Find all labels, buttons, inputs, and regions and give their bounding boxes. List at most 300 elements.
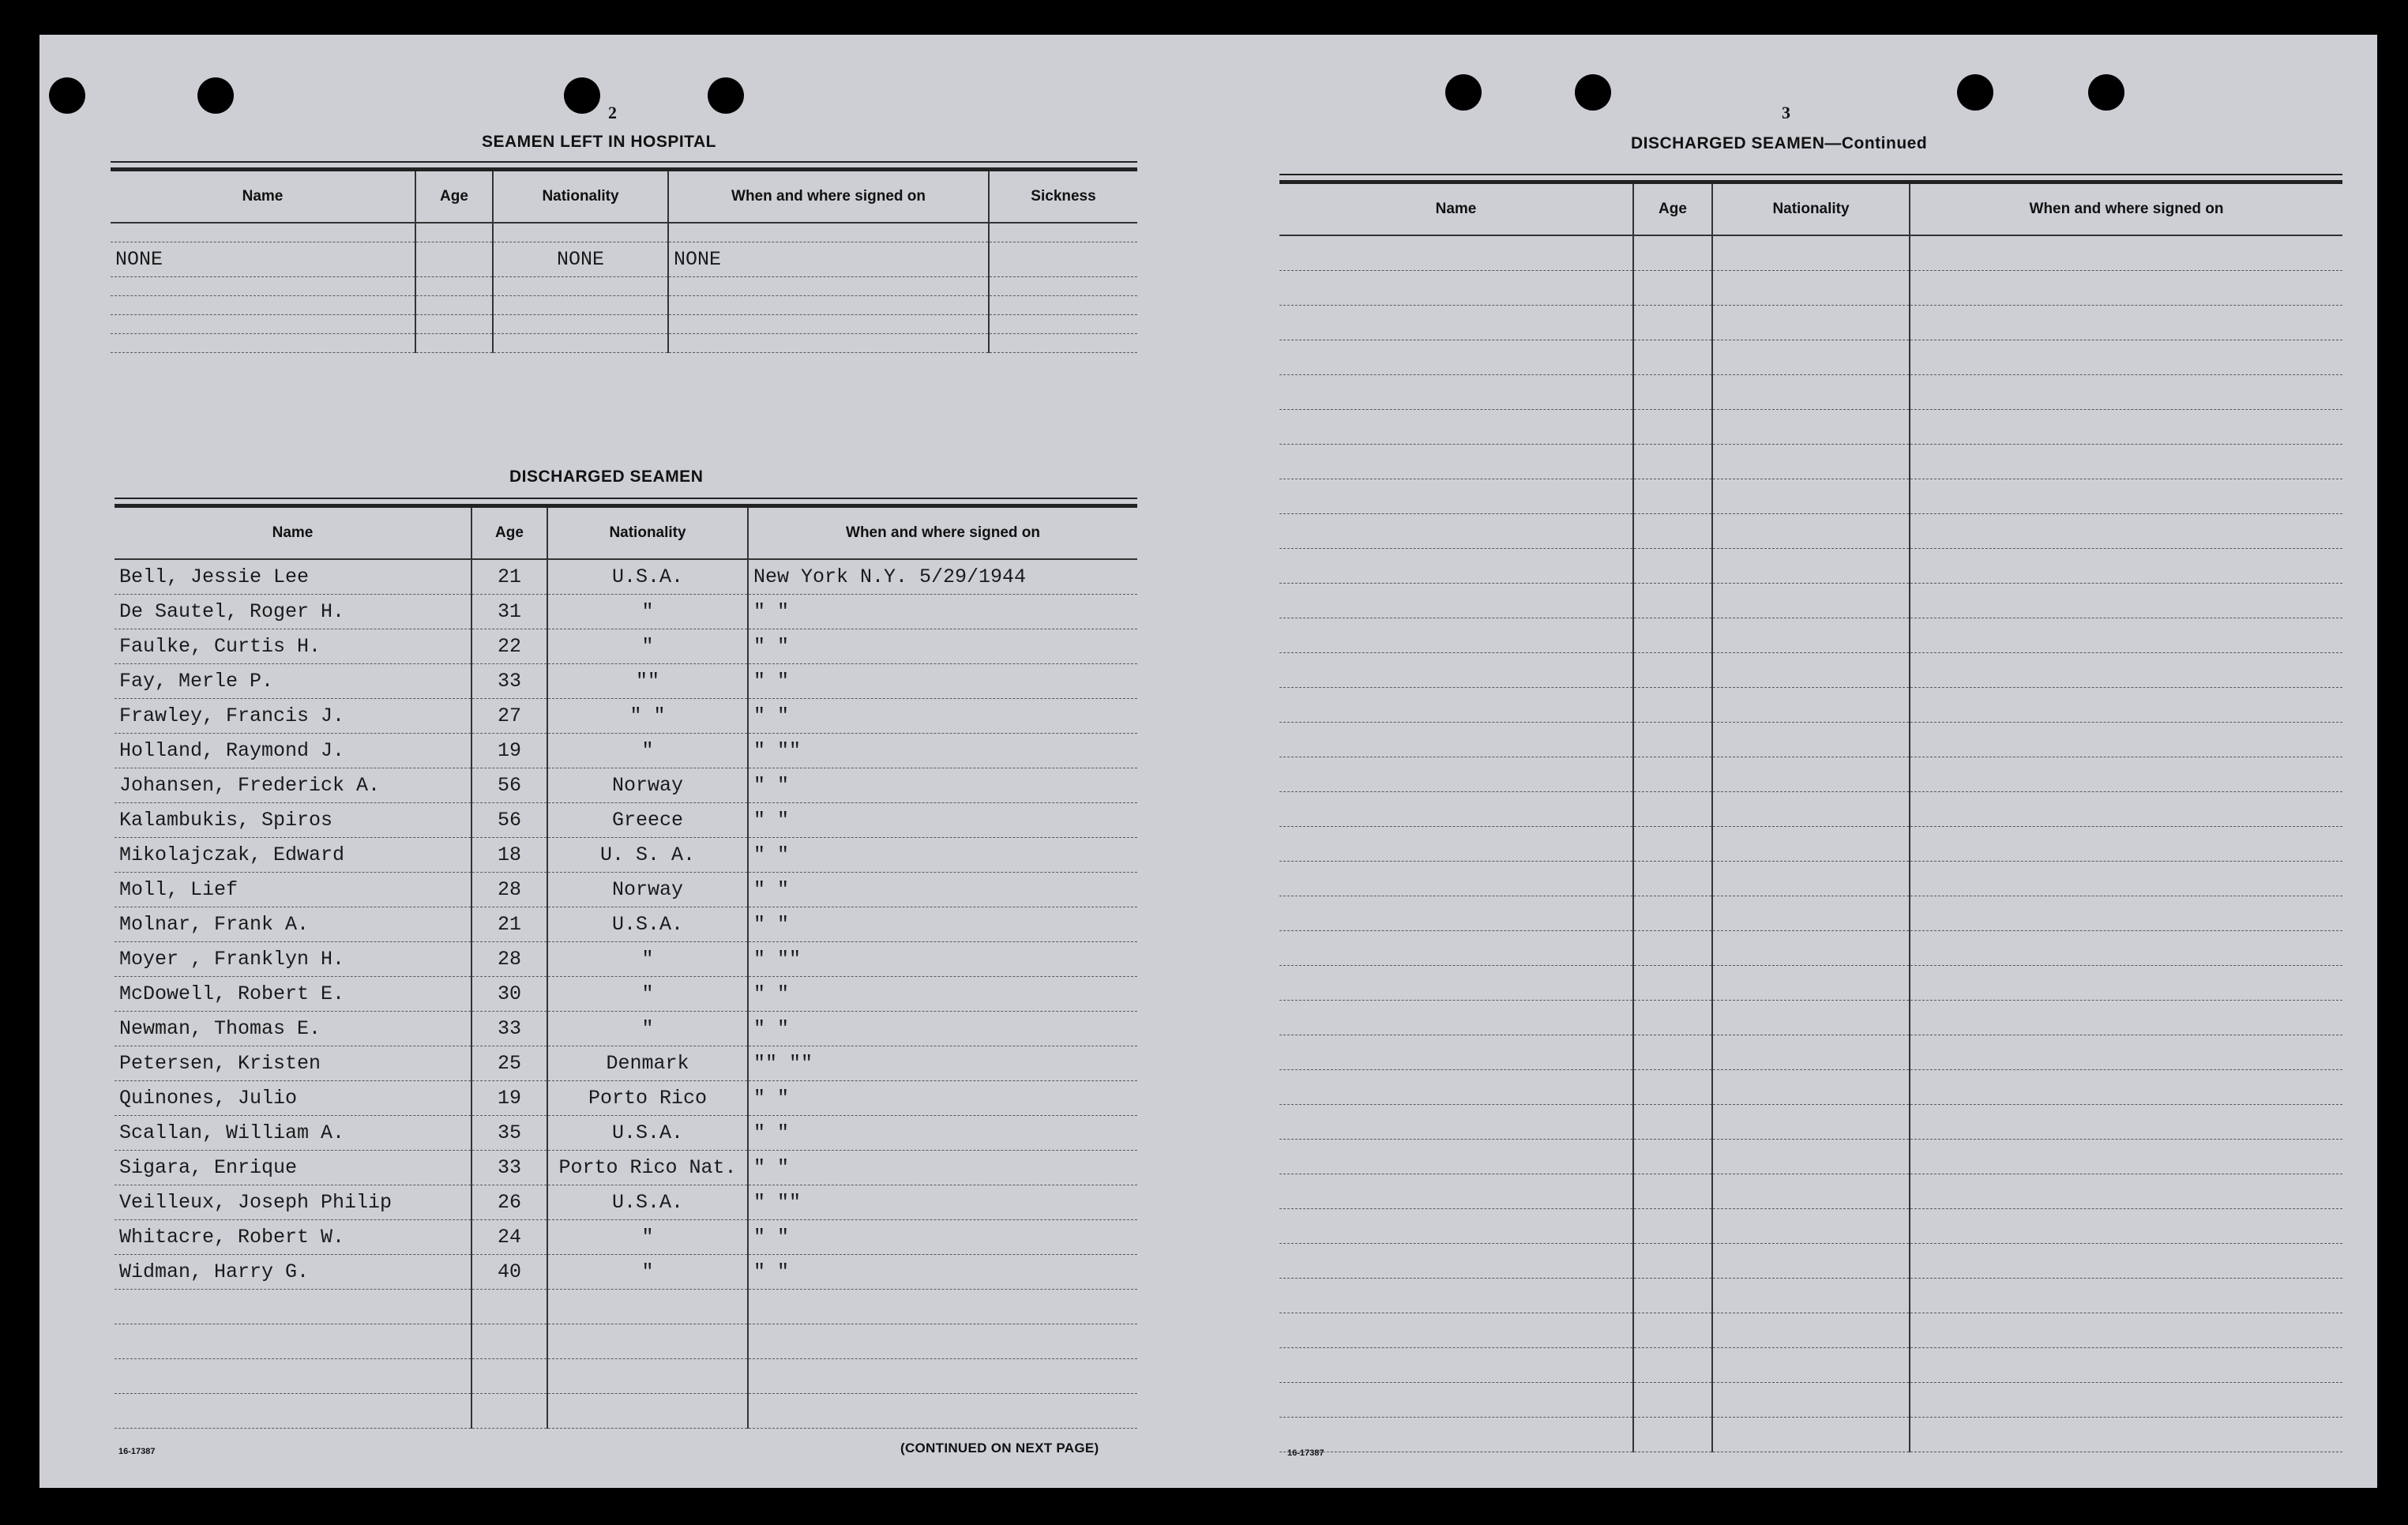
table-cell: NONE: [493, 242, 668, 276]
table-cell: [415, 295, 493, 314]
punch-hole: [1575, 74, 1611, 111]
table-cell: [111, 333, 415, 352]
table-cell: [415, 333, 493, 352]
punch-hole: [2088, 74, 2124, 111]
table-cell: [1712, 1139, 1910, 1174]
table-row: [115, 629, 1137, 663]
table-row: [115, 698, 1137, 733]
table-cell: " "": [748, 941, 1137, 976]
table-cell: " ": [748, 1254, 1137, 1289]
table-cell: [1910, 826, 2342, 861]
table-cell: [1910, 479, 2342, 513]
table-row: [1279, 965, 2342, 1000]
table-cell: [1910, 1243, 2342, 1278]
column-header: Nationality: [1712, 183, 1910, 236]
table-row: [1279, 305, 2342, 340]
table-row: [1279, 687, 2342, 722]
discharged-table: [115, 505, 1137, 1429]
table-cell: [1910, 1000, 2342, 1035]
table-cell: Norway: [547, 872, 748, 907]
table-cell: [989, 295, 1137, 314]
table-cell: [1279, 1278, 1633, 1313]
table-cell: [1712, 652, 1910, 687]
table-cell: [1712, 826, 1910, 861]
table-cell: [1279, 235, 1633, 270]
table-cell: [1712, 1208, 1910, 1243]
table-cell: 28: [471, 872, 547, 907]
table-cell: [1279, 1382, 1633, 1417]
column-header: Age: [415, 171, 493, 223]
table-cell: " ": [748, 872, 1137, 907]
table-cell: " ": [748, 1011, 1137, 1046]
table-cell: [1633, 722, 1712, 757]
table-cell: 56: [471, 802, 547, 837]
table-cell: [1633, 1313, 1712, 1347]
table-cell: [1633, 1208, 1712, 1243]
table-cell: ": [547, 733, 748, 768]
table-cell: U.S.A.: [547, 1115, 748, 1150]
table-cell: " ": [748, 698, 1137, 733]
punch-hole: [1445, 74, 1482, 111]
table-cell: McDowell, Robert E.: [115, 976, 471, 1011]
title-rule: [111, 161, 1137, 169]
table-cell: U.S.A.: [547, 1185, 748, 1219]
table-row: [115, 1324, 1137, 1358]
table-cell: [1633, 1139, 1712, 1174]
table-cell: [1910, 1139, 2342, 1174]
table-cell: Veilleux, Joseph Philip: [115, 1185, 471, 1219]
table-row: [1279, 1417, 2342, 1452]
table-cell: [1279, 374, 1633, 409]
table-cell: [1279, 652, 1633, 687]
table-cell: [1279, 444, 1633, 479]
table-row: [1279, 1104, 2342, 1139]
table-cell: [668, 223, 989, 242]
table-cell: 21: [471, 907, 547, 941]
table-cell: [1633, 305, 1712, 340]
table-cell: Norway: [547, 768, 748, 802]
table-cell: [1633, 861, 1712, 896]
table-cell: [1633, 618, 1712, 652]
table-cell: [1633, 1174, 1712, 1208]
table-cell: [1279, 1139, 1633, 1174]
table-cell: [1910, 1382, 2342, 1417]
table-cell: [1712, 1278, 1910, 1313]
table-cell: [1279, 1104, 1633, 1139]
hospital-title: SEAMEN LEFT IN HOSPITAL: [482, 133, 716, 151]
table-cell: 25: [471, 1046, 547, 1080]
table-cell: [1633, 444, 1712, 479]
discharged-title: DISCHARGED SEAMEN: [509, 468, 704, 486]
table-cell: [1712, 444, 1910, 479]
hospital-table: [111, 169, 1137, 353]
table-row: [115, 976, 1137, 1011]
table-row: [1279, 652, 2342, 687]
table-cell: Kalambukis, Spiros: [115, 802, 471, 837]
table-row: [1279, 583, 2342, 618]
column-header: Age: [1633, 183, 1712, 236]
table-cell: [1712, 1347, 1910, 1382]
table-cell: [493, 333, 668, 352]
table-cell: [1712, 1000, 1910, 1035]
table-cell: [1910, 1208, 2342, 1243]
table-cell: " ": [748, 1219, 1137, 1254]
table-cell: [1279, 1347, 1633, 1382]
table-cell: " ": [748, 629, 1137, 663]
table-cell: [1712, 930, 1910, 965]
column-header: When and where signed on: [748, 507, 1137, 560]
table-row: [1279, 270, 2342, 305]
continued-table: [1279, 182, 2342, 1452]
column-header: When and where signed on: [1910, 183, 2342, 236]
table-row: [1279, 1139, 2342, 1174]
table-cell: [1279, 1174, 1633, 1208]
table-cell: [989, 242, 1137, 276]
table-row: [111, 223, 1137, 242]
table-row: [115, 1289, 1137, 1324]
table-cell: [1910, 444, 2342, 479]
table-row: [1279, 722, 2342, 757]
table-cell: Quinones, Julio: [115, 1080, 471, 1115]
table-cell: [1279, 791, 1633, 826]
table-cell: [1910, 722, 2342, 757]
table-cell: [115, 1393, 471, 1428]
table-cell: [1633, 1347, 1712, 1382]
table-cell: [1633, 270, 1712, 305]
table-cell: [1712, 965, 1910, 1000]
table-cell: Newman, Thomas E.: [115, 1011, 471, 1046]
table-row: [1279, 1382, 2342, 1417]
table-cell: [1712, 1243, 1910, 1278]
table-cell: [1633, 1104, 1712, 1139]
table-cell: 24: [471, 1219, 547, 1254]
column-header: Sickness: [989, 171, 1137, 223]
table-cell: Holland, Raymond J.: [115, 733, 471, 768]
table-cell: [1712, 757, 1910, 791]
table-cell: [415, 314, 493, 333]
table-cell: " ": [748, 976, 1137, 1011]
table-row: [115, 872, 1137, 907]
table-cell: 33: [471, 1150, 547, 1185]
column-header: Age: [471, 507, 547, 560]
table-row: [115, 559, 1137, 594]
continued-note: (CONTINUED ON NEXT PAGE): [900, 1440, 1099, 1456]
table-cell: [748, 1324, 1137, 1358]
table-cell: Porto Rico: [547, 1080, 748, 1115]
column-header: Nationality: [493, 171, 668, 223]
table-cell: " ": [748, 837, 1137, 872]
table-row: [1279, 235, 2342, 270]
table-cell: [115, 1289, 471, 1324]
table-row: [115, 1254, 1137, 1289]
table-cell: 33: [471, 663, 547, 698]
table-cell: [1279, 340, 1633, 374]
table-row: [111, 333, 1137, 352]
table-row: [1279, 1174, 2342, 1208]
table-cell: Whitacre, Robert W.: [115, 1219, 471, 1254]
table-cell: [1712, 861, 1910, 896]
table-cell: ": [547, 1219, 748, 1254]
table-cell: [1910, 374, 2342, 409]
table-cell: 19: [471, 1080, 547, 1115]
table-cell: " ": [748, 1115, 1137, 1150]
table-cell: [115, 1358, 471, 1393]
table-cell: [1279, 1000, 1633, 1035]
table-cell: [1712, 235, 1910, 270]
table-cell: [415, 223, 493, 242]
table-cell: ": [547, 941, 748, 976]
table-cell: [1910, 1104, 2342, 1139]
table-cell: Moll, Lief: [115, 872, 471, 907]
table-cell: [471, 1358, 547, 1393]
table-cell: ": [547, 976, 748, 1011]
table-row: [1279, 861, 2342, 896]
table-row: [1279, 340, 2342, 374]
table-cell: [471, 1324, 547, 1358]
punch-hole: [49, 77, 85, 114]
table-cell: NONE: [111, 242, 415, 276]
table-cell: [1910, 1069, 2342, 1104]
table-cell: [1712, 340, 1910, 374]
table-cell: [493, 276, 668, 295]
table-cell: [989, 333, 1137, 352]
table-cell: [1279, 861, 1633, 896]
table-cell: 26: [471, 1185, 547, 1219]
table-cell: [668, 295, 989, 314]
table-cell: [668, 276, 989, 295]
table-cell: [471, 1393, 547, 1428]
table-cell: [1712, 791, 1910, 826]
table-cell: [1279, 618, 1633, 652]
table-cell: "" "": [748, 1046, 1137, 1080]
table-cell: [1910, 965, 2342, 1000]
table-cell: [1712, 1417, 1910, 1452]
punch-hole: [197, 77, 234, 114]
table-cell: [547, 1324, 748, 1358]
table-cell: [1279, 305, 1633, 340]
table-cell: [1633, 965, 1712, 1000]
table-cell: Mikolajczak, Edward: [115, 837, 471, 872]
table-cell: 21: [471, 559, 547, 594]
table-cell: U. S. A.: [547, 837, 748, 872]
table-row: [115, 1185, 1137, 1219]
table-cell: ": [547, 594, 748, 629]
table-cell: 33: [471, 1011, 547, 1046]
table-cell: [1633, 652, 1712, 687]
table-cell: ": [547, 1011, 748, 1046]
table-cell: [1279, 1035, 1633, 1069]
table-cell: [471, 1289, 547, 1324]
table-cell: [1712, 896, 1910, 930]
table-row: [1279, 826, 2342, 861]
table-row: [1279, 618, 2342, 652]
punch-hole: [1957, 74, 1993, 111]
table-cell: [1279, 548, 1633, 583]
table-cell: [1279, 687, 1633, 722]
table-row: [115, 1115, 1137, 1150]
table-cell: [1910, 235, 2342, 270]
table-row: [115, 1046, 1137, 1080]
table-cell: Molnar, Frank A.: [115, 907, 471, 941]
table-row: [111, 314, 1137, 333]
table-cell: " ": [547, 698, 748, 733]
table-cell: " "": [748, 733, 1137, 768]
table-cell: [1633, 1278, 1712, 1313]
table-cell: 30: [471, 976, 547, 1011]
table-cell: [1712, 1313, 1910, 1347]
table-cell: [1910, 548, 2342, 583]
table-row: [1279, 757, 2342, 791]
table-cell: [1712, 1035, 1910, 1069]
table-cell: [415, 242, 493, 276]
column-header: Name: [1279, 183, 1633, 236]
table-cell: 31: [471, 594, 547, 629]
table-cell: 27: [471, 698, 547, 733]
table-cell: [1633, 235, 1712, 270]
table-cell: [1279, 1208, 1633, 1243]
table-row: [1279, 548, 2342, 583]
table-cell: [547, 1393, 748, 1428]
table-cell: " ": [748, 802, 1137, 837]
table-cell: [1712, 513, 1910, 548]
table-cell: [1910, 583, 2342, 618]
table-cell: [1712, 409, 1910, 444]
table-cell: Bell, Jessie Lee: [115, 559, 471, 594]
table-cell: Denmark: [547, 1046, 748, 1080]
table-cell: Sigara, Enrique: [115, 1150, 471, 1185]
table-cell: NONE: [668, 242, 989, 276]
table-cell: [1712, 305, 1910, 340]
title-rule: [115, 498, 1137, 505]
table-cell: [1633, 513, 1712, 548]
table-row: [1279, 1278, 2342, 1313]
table-cell: [493, 223, 668, 242]
table-cell: [1712, 722, 1910, 757]
table-cell: 28: [471, 941, 547, 976]
table-cell: [748, 1289, 1137, 1324]
table-cell: [1279, 479, 1633, 513]
log-sheet: [39, 35, 2377, 1488]
table-cell: Fay, Merle P.: [115, 663, 471, 698]
table-cell: [1910, 305, 2342, 340]
page-number-left: 2: [608, 103, 617, 122]
table-cell: [1633, 896, 1712, 930]
table-cell: [1633, 340, 1712, 374]
table-row: [111, 295, 1137, 314]
table-cell: Greece: [547, 802, 748, 837]
punch-hole: [708, 77, 744, 114]
table-row: [115, 594, 1137, 629]
table-row: [115, 907, 1137, 941]
table-row: [115, 802, 1137, 837]
table-cell: [1633, 1000, 1712, 1035]
table-cell: [111, 276, 415, 295]
punch-hole: [564, 77, 600, 114]
table-cell: " ": [748, 1150, 1137, 1185]
table-cell: [1910, 1313, 2342, 1347]
table-row: [1279, 1243, 2342, 1278]
table-row: [1279, 479, 2342, 513]
table-row: [115, 1219, 1137, 1254]
table-cell: [1712, 1382, 1910, 1417]
table-row: [1279, 374, 2342, 409]
table-cell: U.S.A.: [547, 559, 748, 594]
table-cell: 22: [471, 629, 547, 663]
table-row: [111, 242, 1137, 276]
table-row: [115, 1150, 1137, 1185]
table-row: [115, 1393, 1137, 1428]
table-cell: [1633, 791, 1712, 826]
table-cell: [1910, 1417, 2342, 1452]
table-cell: [1279, 930, 1633, 965]
table-row: [115, 1358, 1137, 1393]
column-header: When and where signed on: [668, 171, 989, 223]
table-row: [1279, 1069, 2342, 1104]
table-row: [115, 1080, 1137, 1115]
table-row: [1279, 444, 2342, 479]
table-row: [1279, 930, 2342, 965]
table-cell: 35: [471, 1115, 547, 1150]
table-row: [1279, 513, 2342, 548]
table-cell: [1633, 1382, 1712, 1417]
table-cell: [1633, 757, 1712, 791]
table-row: [1279, 1208, 2342, 1243]
table-cell: [1279, 1243, 1633, 1278]
table-cell: [1712, 548, 1910, 583]
table-cell: [1712, 618, 1910, 652]
table-cell: " "": [748, 1185, 1137, 1219]
table-row: [1279, 1000, 2342, 1035]
table-cell: [1712, 374, 1910, 409]
table-cell: [1712, 479, 1910, 513]
table-cell: [748, 1393, 1137, 1428]
table-cell: [1279, 896, 1633, 930]
table-cell: [1279, 270, 1633, 305]
table-cell: [1279, 1313, 1633, 1347]
column-header: Name: [111, 171, 415, 223]
table-cell: [1633, 826, 1712, 861]
form-number-right: 16-17387: [1287, 1448, 1324, 1458]
table-cell: [1910, 513, 2342, 548]
table-cell: 19: [471, 733, 547, 768]
table-cell: [1279, 757, 1633, 791]
table-cell: Moyer , Franklyn H.: [115, 941, 471, 976]
table-cell: [1279, 826, 1633, 861]
table-cell: 56: [471, 768, 547, 802]
table-cell: [493, 295, 668, 314]
table-cell: Porto Rico Nat.: [547, 1150, 748, 1185]
table-row: [1279, 409, 2342, 444]
table-cell: De Sautel, Roger H.: [115, 594, 471, 629]
table-cell: [1910, 896, 2342, 930]
table-row: [1279, 1347, 2342, 1382]
table-cell: [1910, 1278, 2342, 1313]
table-cell: 18: [471, 837, 547, 872]
table-cell: Faulke, Curtis H.: [115, 629, 471, 663]
table-cell: [1279, 965, 1633, 1000]
table-cell: [1633, 1243, 1712, 1278]
table-cell: " ": [748, 594, 1137, 629]
column-header: Nationality: [547, 507, 748, 560]
table-row: [1279, 896, 2342, 930]
table-cell: [1633, 930, 1712, 965]
table-cell: [748, 1358, 1137, 1393]
table-cell: [1633, 548, 1712, 583]
column-header: Name: [115, 507, 471, 560]
table-row: [115, 1011, 1137, 1046]
table-cell: [1910, 687, 2342, 722]
table-cell: ": [547, 629, 748, 663]
